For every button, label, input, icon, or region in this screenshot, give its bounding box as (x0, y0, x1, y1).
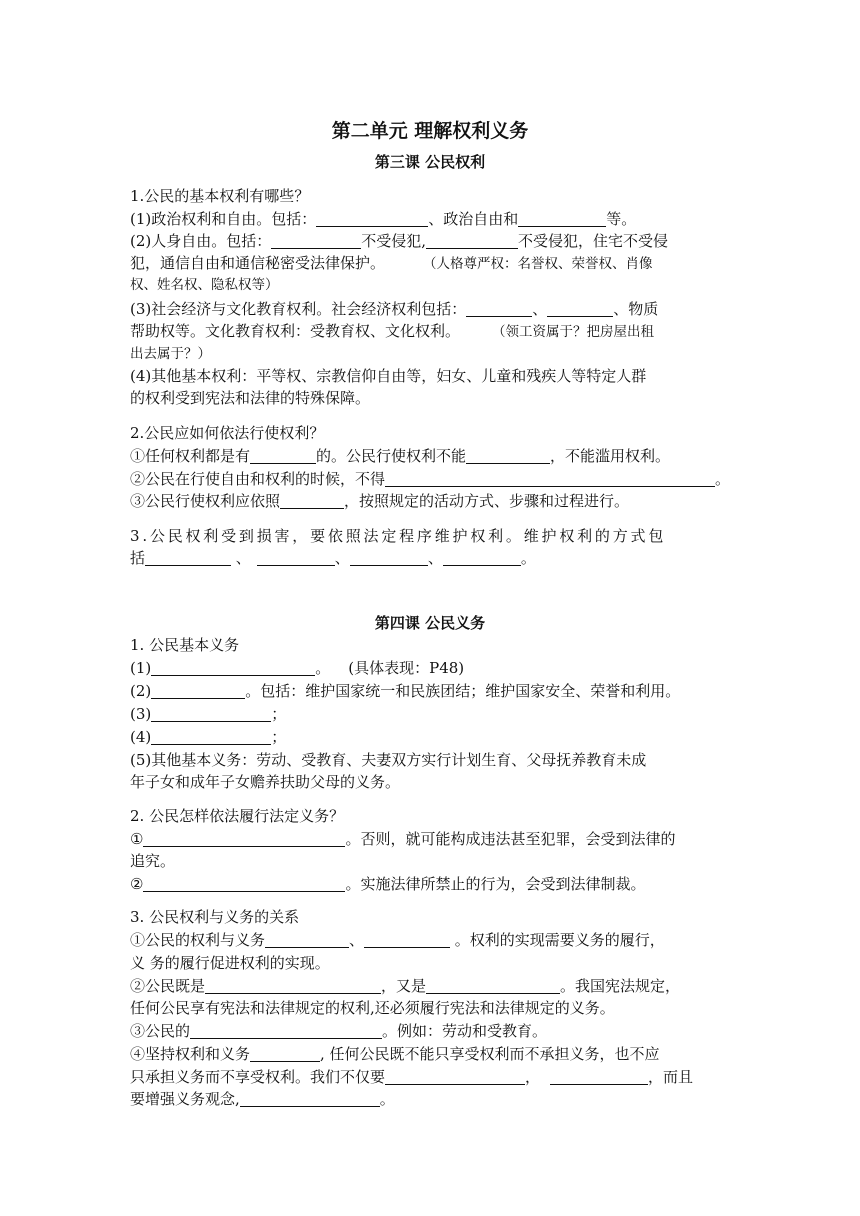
text: 、物质 (613, 300, 659, 318)
l3-q2-line3 (130, 490, 730, 512)
l4-q3-line4: 任何公民享有宪法和法律规定的权利,还必须履行宪法和法律规定的义务。 (130, 999, 615, 1017)
text: (1) (130, 659, 152, 677)
unit-title: 第二单元 理解权利义务 (331, 120, 529, 142)
blank-not-harm-interests[interactable] (385, 471, 715, 487)
blank-remedy-2[interactable] (257, 550, 335, 566)
text: 。例如：劳动和受教育。 (382, 1022, 548, 1040)
text: ① (130, 830, 144, 848)
text: 的。公民行使权利不能 (316, 447, 467, 465)
blank-duty-1[interactable] (151, 660, 315, 676)
l3-q3-line1: 3.公民权利受到损害，要依照法定程序维护权利。维护权利的方式包 (130, 527, 667, 545)
l4-q3-line6 (130, 1043, 730, 1065)
blank-rights-awareness-1[interactable] (385, 1069, 525, 1085)
blank-relation-1[interactable] (265, 932, 349, 948)
l3-q1-line1 (130, 208, 730, 230)
text: 、 (334, 549, 350, 567)
lesson3-title: 第三课 公民权利 (374, 153, 486, 171)
text: 不受侵犯，住宅不受侵 (518, 232, 669, 250)
blank-rights-holder[interactable] (205, 978, 381, 994)
l4-q1-line1 (130, 657, 730, 679)
text: 。实施法律所禁止的行为，会受到法律制裁。 (345, 875, 646, 893)
l3-q2-line1 (130, 445, 730, 467)
note: （人格尊严权：名誉权、荣誉权、肖像 (423, 256, 653, 272)
l4-q1-line5: (5)其他基本义务：劳动、受教育、夫妻双方实行计划生育、父母抚养教育未成 (130, 751, 647, 769)
text: 、 (532, 300, 548, 318)
text: ； (271, 728, 287, 746)
blank-political-freedom[interactable] (518, 211, 606, 227)
text: ②公民在行使自由和权利的时候，不得 (130, 470, 386, 488)
lesson4-title: 第四课 公民义务 (374, 614, 486, 632)
text: 。我国宪法规定， (560, 977, 681, 995)
blank-personal-freedom-1[interactable] (271, 233, 361, 249)
l4-q1-line6: 年子女和成年子女赡养扶助父母的义务。 (130, 773, 401, 791)
text: (4) (130, 728, 152, 746)
l3-q1-heading: 1.公民的基本权利有哪些？ (130, 187, 310, 205)
text: 。包括：维护国家统一和民族团结；维护国家安全、荣誉和利用。 (245, 682, 681, 700)
text: 。 (520, 549, 536, 567)
l4-q2-line1 (130, 828, 730, 850)
text: , 任何公民既不能只享受权利而不承担义务，也不应 (320, 1045, 660, 1063)
text: 犯，通信自由和通信秘密受法律保护。 (130, 254, 386, 272)
l4-q1-line3 (130, 703, 730, 725)
l4-q2-line3 (130, 873, 730, 895)
blank-remedy-4[interactable] (443, 550, 521, 566)
l3-q1-line4: 权、姓名权、隐私权等） (130, 277, 279, 293)
blank-rights-limit[interactable] (250, 448, 316, 464)
blank-personal-freedom-2[interactable] (426, 233, 518, 249)
text: 。 (715, 470, 731, 488)
text: 。否则，就可能构成违法甚至犯罪，会受到法律的 (345, 830, 676, 848)
blank-duty-awareness[interactable] (240, 1091, 380, 1107)
l4-q1-line4 (130, 726, 730, 748)
blank-duty-3[interactable] (151, 706, 271, 722)
text: 只承担义务而不享受权利。我们不仅要 (130, 1068, 386, 1086)
l3-q1-line9: 的权利受到宪法和法律的特殊保障。 (130, 389, 371, 407)
text: ，而且 (648, 1068, 694, 1086)
text: 。 (315, 659, 331, 677)
blank-economic-right-1[interactable] (466, 301, 532, 317)
l4-q3-line1 (130, 929, 730, 951)
l3-q1-line6 (130, 320, 730, 343)
text: ③公民的 (130, 1022, 191, 1040)
l4-q3-line8 (130, 1088, 730, 1110)
text: 、 (231, 549, 251, 567)
text: ， (525, 1068, 541, 1086)
blank-remedy-1[interactable] (145, 550, 231, 566)
text: 。 (379, 1090, 395, 1108)
l4-q3-heading: 3. 公民权利与义务的关系 (130, 908, 300, 926)
blank-rights-exceed[interactable] (466, 448, 550, 464)
text: ①任何权利都是有 (130, 447, 251, 465)
text: (3) (130, 705, 152, 723)
text: 括 (130, 549, 146, 567)
blank-remedy-3[interactable] (350, 550, 428, 566)
text: (1)政治权利和自由。包括： (130, 210, 317, 228)
text: 帮助权等。文化教育权利：受教育权、文化权利。 (130, 322, 461, 340)
text: (2)人身自由。包括： (130, 232, 272, 250)
l4-q3-line5 (130, 1020, 730, 1042)
blank-duty-bearer[interactable] (426, 978, 560, 994)
text: 等。 (606, 210, 637, 228)
text: 、政治自由和 (428, 210, 519, 228)
l4-q3-line7 (130, 1066, 730, 1088)
blank-rights-awareness-2[interactable] (550, 1069, 648, 1085)
blank-economic-right-2[interactable] (547, 301, 613, 317)
text: 。权利的实现需要义务的履行， (450, 931, 665, 949)
text: ，不能滥用权利。 (550, 447, 671, 465)
l4-q2-heading: 2. 公民怎样依法履行法定义务？ (130, 807, 345, 825)
text: 、 (427, 549, 443, 567)
l3-q1-line5 (130, 298, 730, 320)
blank-rights-and-duties[interactable] (190, 1023, 382, 1039)
l3-q2-heading: 2.公民应如何依法行使权利？ (130, 424, 325, 442)
blank-relation-2[interactable] (364, 932, 450, 948)
blank-duty-2[interactable] (151, 683, 245, 699)
text: ，按照规定的活动方式、步骤和过程进行。 (344, 492, 630, 510)
l4-q2-line2: 追究。 (130, 852, 176, 870)
text: ①公民的权利与义务 (130, 931, 266, 949)
l3-q1-line3 (130, 252, 730, 275)
text: ，又是 (381, 977, 427, 995)
text: (具体表现：P48) (348, 659, 465, 677)
l3-q3-line2 (130, 547, 730, 569)
blank-fulfill-duty-1[interactable] (143, 831, 345, 847)
blank-fulfill-duty-2[interactable] (143, 876, 345, 892)
blank-political-rights[interactable] (316, 211, 428, 227)
text: ② (130, 875, 144, 893)
blank-unity[interactable] (250, 1046, 320, 1062)
text: (3)社会经济与文化教育权利。社会经济权利包括： (130, 300, 467, 318)
l3-q1-line8: (4)其他基本权利：平等权、宗教信仰自由等，妇女、儿童和残疾人等特定人群 (130, 367, 647, 385)
l4-q1-heading: 1. 公民基本义务 (130, 636, 240, 654)
l4-q3-line3 (130, 975, 730, 997)
l3-q1-line7: 出去属于？） (130, 346, 211, 362)
l4-q1-line2 (130, 680, 730, 702)
text: 、 (349, 931, 365, 949)
text: ③公民行使权利应依照 (130, 492, 281, 510)
blank-legal-procedure[interactable] (280, 493, 344, 509)
l4-q3-line2: 义 务的履行促进权利的实现。 (130, 954, 330, 972)
note: （领工资属于？把房屋出租 (492, 324, 655, 340)
text: ④坚持权利和义务 (130, 1045, 251, 1063)
text: 要增强义务观念, (130, 1090, 240, 1108)
blank-duty-4[interactable] (151, 729, 271, 745)
l3-q1-line2 (130, 230, 730, 252)
text: (2) (130, 682, 152, 700)
text: ②公民既是 (130, 977, 206, 995)
l3-q2-line2 (130, 468, 730, 490)
text: 不受侵犯, (361, 232, 427, 250)
text: ； (271, 705, 287, 723)
